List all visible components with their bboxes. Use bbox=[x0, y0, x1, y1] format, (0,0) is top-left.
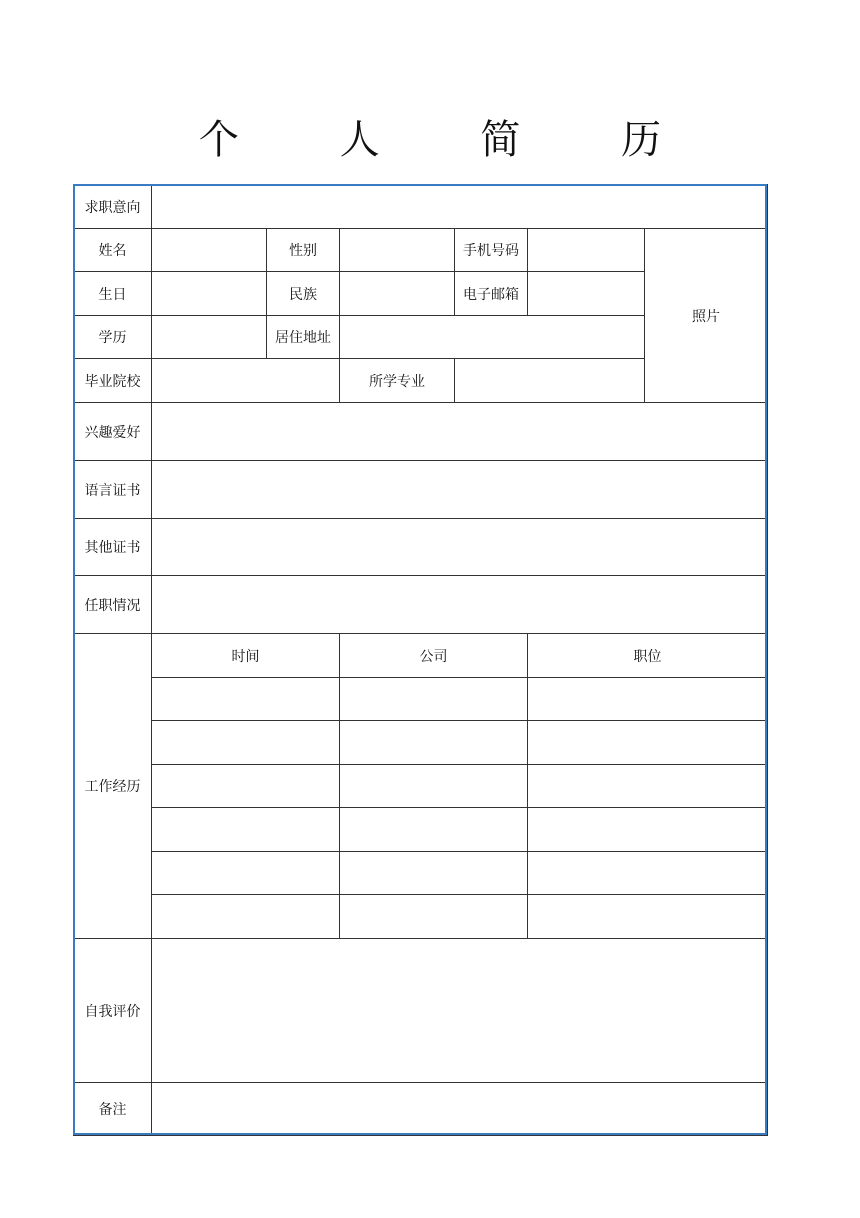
name-label: 姓名 bbox=[74, 229, 152, 272]
birthday-label: 生日 bbox=[74, 272, 152, 316]
remarks-label: 备注 bbox=[74, 1083, 152, 1136]
self-evaluation-label: 自我评价 bbox=[74, 939, 152, 1083]
other-cert-label: 其他证书 bbox=[74, 519, 152, 576]
language-cert-label: 语言证书 bbox=[74, 461, 152, 519]
email-label: 电子邮箱 bbox=[455, 272, 528, 316]
work-experience-label: 工作经历 bbox=[74, 634, 152, 939]
school-label: 毕业院校 bbox=[74, 359, 152, 403]
phone-label: 手机号码 bbox=[455, 229, 528, 272]
work-header-company: 公司 bbox=[340, 634, 528, 678]
work-header-time: 时间 bbox=[152, 634, 340, 678]
gender-label: 性别 bbox=[267, 229, 340, 272]
education-label: 学历 bbox=[74, 316, 152, 359]
page-title: 个 人 简 历 bbox=[198, 117, 706, 163]
job-intention-label: 求职意向 bbox=[74, 185, 152, 229]
hobbies-label: 兴趣爱好 bbox=[74, 403, 152, 461]
positions-held-label: 任职情况 bbox=[74, 576, 152, 634]
photo-box[interactable]: 照片 bbox=[645, 229, 768, 403]
address-label: 居住地址 bbox=[267, 316, 340, 359]
major-label: 所学专业 bbox=[340, 359, 455, 403]
table-outer-border bbox=[73, 184, 767, 1135]
ethnicity-label: 民族 bbox=[267, 272, 340, 316]
work-header-position: 职位 bbox=[528, 634, 768, 678]
